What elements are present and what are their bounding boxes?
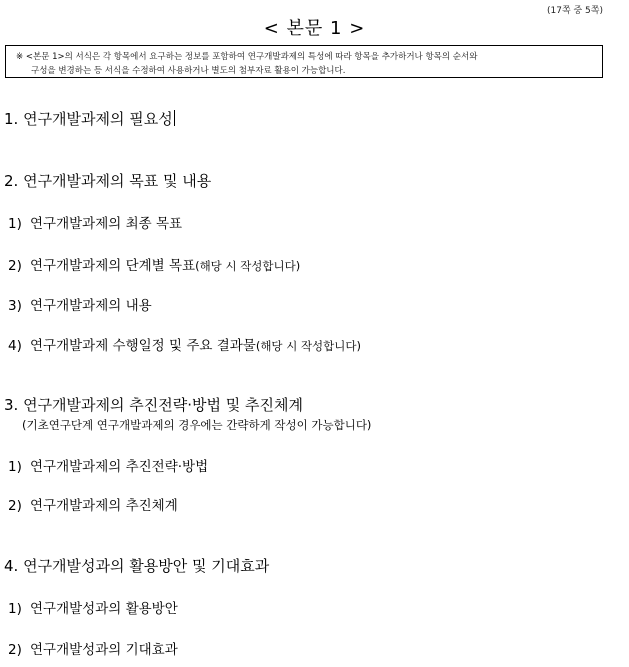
- notice-box: [5, 45, 603, 78]
- item-text: 연구개발성과의 활용방안: [30, 601, 178, 617]
- notice-line-2: 구성을 변경하는 등 서식을 수정하여 사용하거나 별도의 첨부자료 활용이 가능합니다.: [31, 66, 346, 76]
- section-2-item-3: [8, 294, 152, 314]
- item-note: (해당 시 작성합니다): [195, 259, 301, 273]
- item-number: 3): [8, 298, 22, 314]
- item-text: 연구개발과제의 최종 목표: [30, 216, 183, 232]
- page-number: (17쪽 중 5쪽): [546, 6, 603, 16]
- section-2-item-2: [8, 254, 300, 274]
- item-note: (해당 시 작성합니다): [255, 339, 361, 353]
- section-2-heading: 2. 연구개발과제의 목표 및 내용: [4, 172, 212, 190]
- item-text: 연구개발과제의 단계별 목표: [30, 258, 196, 274]
- item-number: 4): [8, 338, 22, 354]
- section-4-item-1: [8, 597, 178, 617]
- item-text: 연구개발과제의 추진체계: [30, 498, 178, 514]
- item-number: 1): [8, 459, 22, 475]
- item-number: 1): [8, 601, 22, 617]
- text-cursor: [174, 110, 175, 126]
- section-1-heading[interactable]: [4, 108, 175, 129]
- notice-line-1: ※ <본문 1>의 서식은 각 항목에서 요구하는 정보를 포함하여 연구개발과제의 특성에 따라 항목을 추가하거나 항목의 순서와: [16, 52, 478, 62]
- item-text: 연구개발과제의 추진전략·방법: [30, 459, 209, 475]
- item-number: 1): [8, 216, 22, 232]
- item-number: 2): [8, 642, 22, 658]
- section-1-title: 1. 연구개발과제의 필요성: [4, 110, 173, 128]
- section-2-item-4: [8, 334, 361, 354]
- item-text: 연구개발과제 수행일정 및 주요 결과물: [30, 338, 256, 354]
- section-3-heading: 3. 연구개발과제의 추진전략·방법 및 추진체계: [4, 396, 303, 414]
- section-3-item-2: [8, 494, 178, 514]
- document-title: < 본문 1 >: [263, 18, 366, 39]
- item-text: 연구개발성과의 기대효과: [30, 642, 178, 658]
- section-3-note: (기초연구단계 연구개발과제의 경우에는 간략하게 작성이 가능합니다): [22, 418, 372, 432]
- item-number: 2): [8, 498, 22, 514]
- section-4-heading: 4. 연구개발성과의 활용방안 및 기대효과: [4, 557, 270, 575]
- section-3-item-1: [8, 455, 208, 475]
- item-number: 2): [8, 258, 22, 274]
- section-2-item-1: [8, 212, 182, 232]
- section-4-item-2: [8, 638, 178, 658]
- item-text: 연구개발과제의 내용: [30, 298, 152, 314]
